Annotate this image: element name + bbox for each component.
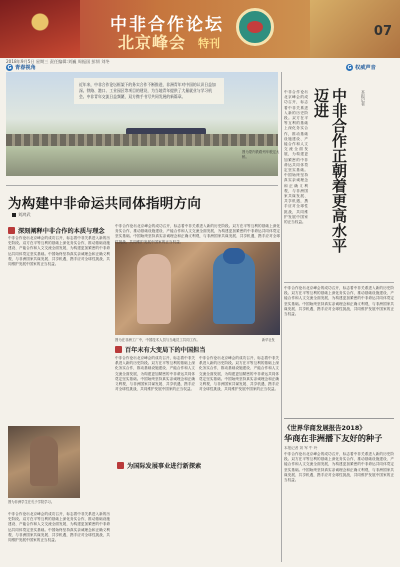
right-bottom-kicker: 《世界华商发展报告2018》 [284,424,366,432]
subheading-marker-icon [8,227,15,234]
subheading-marker-icon [115,346,122,353]
panorama-intro-text: 近年来，中非合作论坛框架下的务实合作不断推进，非洲青年对中国的认识日益加深。铁路、港口、工业园区等项目的建设，为当地青年提供了大量就业与学习机会。中非青年交流日益频繁，双方携手书写共同发展的新篇章。 [74,78,224,104]
panorama-photo [6,72,278,176]
article-column-3: 中非合作论坛北京峰会的成功召开，标志着中非关系进入新的历史阶段。双方在平等互利的基础上深化务实合作，推动基础设施建设、产能合作和人文交流全面发展，为构建更加紧密的中非命运共同体奠定坚实基础。中国始终坚持真实亲诚理念和正确义利观，与非洲国家共谋发展、共享机遇，携手应对全球性挑战，共同维护发展中国家的正当权益。 [199,356,279,392]
subheading-3: 为国际发展事业进行新探索 [115,460,203,471]
main-byline: 刘鸿武 [12,212,31,218]
photo-figure [137,254,171,324]
special-issue-tag: 特刊 [198,37,220,50]
article-column-2: 中非合作论坛北京峰会的成功召开，标志着中非关系进入新的历史阶段。双方在平等互利的基础上深化务实合作，推动基础设施建设、产能合作和人文交流全面发展，为构建更加紧密的中非命运共同体奠定坚实基础。中国始终坚持真实亲诚理念和正确义利观，与非洲国家共谋发展、共享机遇，携手应对全球性挑战，共同维护发展中国家的正当权益。 [115,356,195,392]
subheading-2: 百年未有大变局下的中国担当 [115,345,205,354]
small-photo [8,426,80,498]
article-top-text: 中非合作论坛北京峰会的成功召开，标志着中非关系进入新的历史阶段。双方在平等互利的基础上深化务实合作，推动基础设施建设、产能合作和人文交流全面发展，为构建更加紧密的中非命运共同体奠定坚实基础。中国始终坚持真实亲诚理念和正确义利观，与非洲国家共谋发展、共享机遇，携手应对全球性挑战，共同维护发展中国家的正当权益。 [115,224,280,244]
small-photo-caption: 图为非洲学生在孔子学院学习。 [8,500,55,504]
masthead [0,0,400,58]
panorama-caption: 图为蒙内铁路列车驶过大桥。 [242,150,280,159]
right-bottom-rule [284,418,394,419]
section-bullet-icon: G [347,64,352,71]
right-vertical-byline: 本报记者 [361,90,366,106]
masthead-decoration [0,0,80,58]
article-column-1-bottom: 中非合作论坛北京峰会的成功召开，标志着中非关系进入新的历史阶段。双方在平等互利的基础上深化务实合作，推动基础设施建设、产能合作和人文交流全面发展，为构建更加紧密的中非命运共同体奠定坚实基础。中国始终坚持真实亲诚理念和正确义利观，与非洲国家共谋发展、共享机遇，携手应对全球性挑战，共同维护发展中国家的正当权益。 [8,512,110,543]
main-headline: 为构建中非命运共同体指明方向 [8,196,202,212]
right-bottom-headline: 华商在非洲播下友好的种子 [284,433,383,443]
masthead-title: 中非合作论坛 [110,15,224,35]
right-bottom-byline: 本报记者 刘 军 牛 玲 [284,446,318,450]
main-photo [115,242,280,335]
subheading-1: 深刻阐释中非合作的本质与理念 [8,226,105,235]
right-intro-text: 中非合作论坛北京峰会的成功召开，标志着中非关系进入新的历史阶段。双方在平等互利的基础上深化务实合作，推动基础设施建设、产能合作和人文交流全面发展，为构建更加紧密的中非命运共同体奠定坚实基础。中国始终坚持真实亲诚理念和正确义利观，与非洲国家共谋发展、共享机遇，携手应对全球性挑战，共同维护发展中国家的正当权益。 [284,90,308,225]
page-number: 07 [373,24,392,39]
forum-logo-icon [236,8,274,46]
byline-square-icon [12,213,16,217]
issue-date-line: 2018年9月5日 星期三 责任编辑:刘巍 周振国 彭韧 刘冬 [6,59,110,64]
section-label-authority: G 权威声音 [347,64,376,71]
column-divider [281,72,282,562]
main-photo-credit: 新华社发 [262,338,275,342]
right-bottom-text: 中非合作论坛北京峰会的成功召开，标志着中非关系进入新的历史阶段。双方在平等互利的基础上深化务实合作，推动基础设施建设、产能合作和人文交流全面发展，为构建更加紧密的中非命运共同体奠定坚实基础。中国始终坚持真实亲诚理念和正确义利观，与非洲国家共谋发展、共享机遇，携手应对全球性挑战，共同维护发展中国家的正当权益。 [284,452,394,483]
article-column-1: 中非合作论坛北京峰会的成功召开，标志着中非关系进入新的历史阶段。双方在平等互利的基础上深化务实合作，推动基础设施建设、产能合作和人文交流全面发展，为构建更加紧密的中非命运共同体奠定坚实基础。中国始终坚持真实亲诚理念和正确义利观，与非洲国家共谋发展、共享机遇，携手应对全球性挑战，共同维护发展中国家的正当权益。 [8,236,110,267]
bridge-shape [6,134,278,146]
right-body-text: 中非合作论坛北京峰会的成功召开，标志着中非关系进入新的历史阶段。双方在平等互利的基础上深化务实合作，推动基础设施建设、产能合作和人文交流全面发展，为构建更加紧密的中非命运共同体奠定坚实基础。中国始终坚持真实亲诚理念和正确义利观，与非洲国家共谋发展、共享机遇，携手应对全球性挑战，共同维护发展中国家的正当权益。 [284,286,394,317]
right-divider [284,282,394,283]
section-label-youth: G 青春视角 [7,64,36,71]
section-divider [6,185,278,186]
masthead-subtitle: 北京峰会 [118,33,187,52]
photo-figure [213,252,255,324]
right-vertical-headline: 中非合作正朝着更高水平迈进 [312,88,348,253]
main-photo-caption: 图为在非洲工厂中，中国技术人员与当地员工共同工作。 [115,338,200,342]
section-bullet-icon: G [7,64,12,71]
subheading-marker-icon [117,462,124,469]
